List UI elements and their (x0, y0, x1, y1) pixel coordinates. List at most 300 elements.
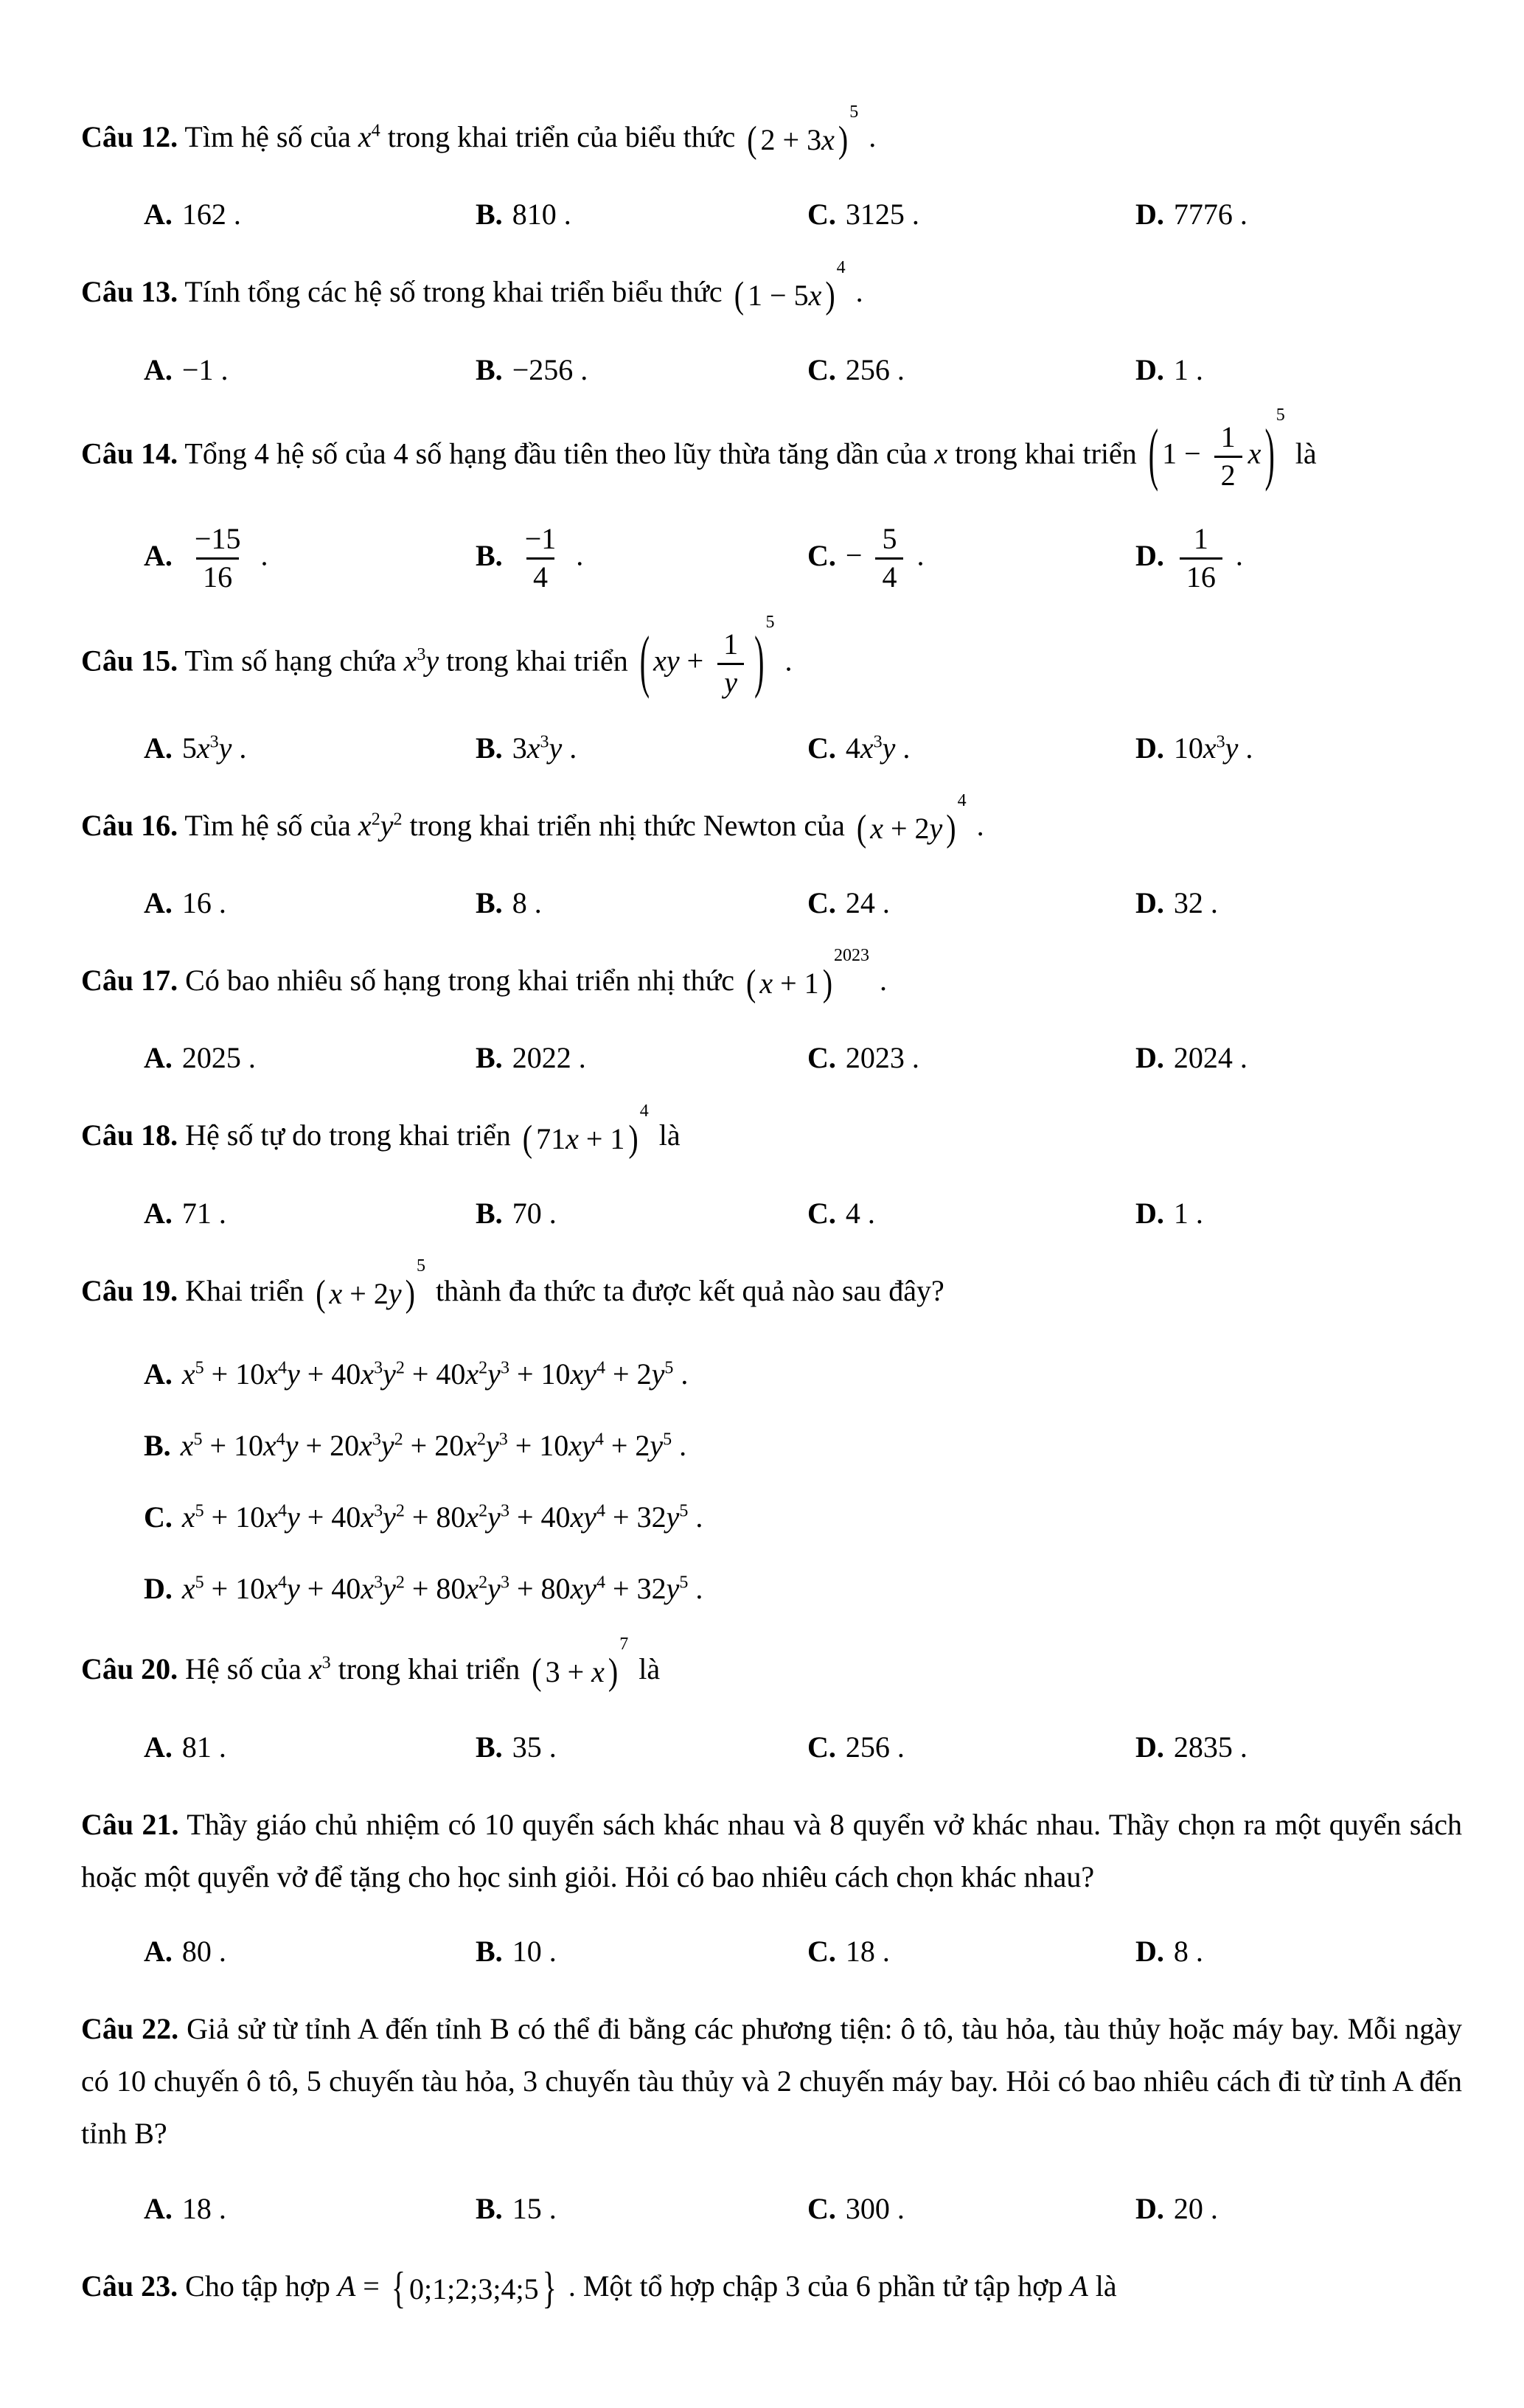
superscript-exponent: 5 (195, 1358, 204, 1378)
superscript-exponent: 3 (1216, 732, 1225, 752)
math-variable: x (566, 1121, 579, 1155)
fraction-numerator: 1 (1193, 522, 1208, 556)
fraction-denominator: 16 (196, 557, 239, 594)
question-text: Câu 13. Tính tổng các hệ số trong khai triển biểu thức ( 1 − 5x ) $^4$ . (81, 265, 1462, 321)
math-variable: x (934, 436, 948, 470)
open-bracket: ( (734, 273, 745, 316)
question-cau-13 (0, 257, 1524, 386)
superscript-exponent: 3 (321, 1653, 331, 1673)
superscript-exponent: 3 (500, 1358, 509, 1378)
open-bracket: ( (522, 1116, 533, 1159)
option-letter: C. (807, 198, 836, 232)
math-variable: xy (570, 1572, 597, 1606)
close-bracket: ) (608, 1650, 619, 1693)
math-variable: x (361, 1500, 375, 1534)
question-cau-23 (0, 2260, 1524, 2315)
fraction-numerator: 1 (723, 627, 739, 661)
option-letter: A. (144, 731, 173, 765)
question-text: Câu 20. Hệ số của $x^3$ trong khai triển ( 3 + x ) $^7$ là (81, 1643, 1462, 1698)
option-letter: D. (1135, 731, 1164, 765)
math-variable: y (650, 1429, 664, 1463)
answer-options (0, 731, 1502, 765)
math-fraction (1180, 523, 1222, 594)
math-variable: A (1070, 2269, 1088, 2303)
math-variable: y (286, 1500, 300, 1534)
option-letter: D. (1135, 1730, 1164, 1764)
option-letter: C. (144, 1500, 173, 1534)
math-group (521, 1101, 649, 1165)
option-d: D. 7776 . (1135, 198, 1248, 232)
superscript-exponent: 2 (476, 1430, 486, 1450)
math-variable: y (666, 1500, 680, 1534)
fraction-numerator: −1 (524, 522, 557, 556)
option-letter: A. (144, 886, 173, 919)
math-variable: y (651, 1357, 665, 1391)
superscript-exponent: 4 (277, 1501, 287, 1521)
math-fraction (518, 523, 563, 594)
option-letter: C. (807, 886, 836, 919)
option-letter: B. (476, 2191, 503, 2225)
option-b: B. $3x^3y$ . (476, 731, 577, 765)
option-d: D. $10x^3y$ . (1135, 731, 1253, 765)
superscript-exponent: 4 (371, 121, 380, 141)
option-c: C. 300 . (807, 2191, 905, 2225)
group-exponent: 4 (957, 790, 967, 810)
math-variable: x (358, 808, 372, 842)
math-variable: x (181, 1572, 195, 1606)
option-d: D. 1 . (1135, 1196, 1203, 1230)
option-b: B. $\frac{-1}{4}$ . (476, 522, 584, 594)
math-variable: y (286, 1572, 300, 1606)
option-b: B. 35 . (476, 1730, 557, 1764)
question-text: Câu 22. Giả sử từ tỉnh A đến tỉnh B có thể đi bằng các phương tiện: ô tô, tàu hỏa, tàu thủy hoặc máy bay. Mỗi ngày có 10 chuyến ô tô, 5 chuyến tàu hỏa, 3 chuyến tàu thủy và 2 chuyến máy bay. Hỏi có bao nhiêu cách đi từ tỉnh A đến tỉnh B? (81, 2012, 1462, 2151)
option-a: A. $\frac{-15}{16}$ . (144, 522, 268, 594)
math-variable: y (487, 1357, 501, 1391)
open-bracket: { (391, 2262, 406, 2313)
close-bracket: ) (405, 1271, 415, 1315)
option-b: B. 10 . (476, 1935, 557, 1968)
group-exponent: 4 (639, 1101, 649, 1121)
superscript-exponent: 3 (498, 1430, 508, 1450)
option-letter: B. (476, 198, 503, 232)
option-letter: A. (144, 538, 173, 572)
math-group (530, 1635, 629, 1698)
math-variable: x (358, 120, 372, 153)
superscript-exponent: 2 (395, 1358, 405, 1378)
math-group (1147, 405, 1285, 493)
open-bracket: ( (316, 1271, 326, 1315)
option-a: A. −1 . (144, 352, 229, 386)
group-exponent: 2023 (834, 946, 870, 966)
option-c: C. 18 . (807, 1935, 890, 1968)
option-letter: A. (144, 352, 173, 386)
math-variable: x (860, 731, 874, 765)
group-content: x + 2y (870, 811, 943, 845)
math-variable: x (1203, 731, 1217, 765)
math-variable: x (808, 278, 822, 312)
math-variable: y (425, 644, 439, 678)
question-number: Câu 18. (81, 1118, 178, 1152)
open-bracket: ( (639, 621, 650, 700)
math-variable: x (181, 1357, 195, 1391)
superscript-exponent: 2 (479, 1358, 488, 1378)
question-text: Câu 16. Tìm hệ số của $x^2y^2$ trong khai triển nhị thức Newton của ( x + 2y ) $^4$ . (81, 799, 1462, 855)
option-a: A. 71 . (144, 1196, 226, 1230)
close-bracket: } (542, 2262, 557, 2313)
question-text: Câu 23. Cho tập hợp A = { 0;1;2;3;4;5 } . Một tổ hợp chập 3 của 6 phần tử tập hợp A là (81, 2260, 1462, 2315)
fraction-denominator: 4 (875, 557, 903, 594)
math-variable: x (361, 1572, 375, 1606)
superscript-exponent: 4 (594, 1430, 604, 1450)
option-letter: D. (1135, 1935, 1164, 1968)
math-variable: x (870, 811, 883, 845)
math-variable: x (821, 123, 835, 157)
superscript-exponent: 3 (372, 1430, 381, 1450)
option-d: D. $x^5 + 10x^4y + 40x^3y^2 + 80x^2y^3 + 80xy^4 + 32y^5$ . (144, 1572, 703, 1606)
math-variable: x (265, 1572, 278, 1606)
option-letter: D. (1135, 1041, 1164, 1075)
superscript-exponent: 5 (195, 1573, 204, 1593)
option-letter: C. (807, 1730, 836, 1764)
option-letter: C. (807, 1935, 836, 1968)
option-letter: A. (144, 1935, 173, 1968)
option-letter: B. (476, 731, 503, 765)
open-bracket: ( (1148, 414, 1159, 492)
option-c: C. $4x^3y$ . (807, 731, 911, 765)
option-d: D. $\frac{1}{16}$ . (1135, 522, 1243, 594)
answer-options (0, 2191, 1502, 2226)
answer-options (0, 1040, 1502, 1075)
superscript-exponent: 3 (209, 732, 219, 752)
question-number: Câu 14. (81, 436, 178, 470)
superscript-exponent: 3 (500, 1573, 509, 1593)
group-content: 2 + 3x (760, 123, 835, 157)
superscript-exponent: 5 (195, 1501, 204, 1521)
fraction-numerator: −15 (194, 522, 241, 556)
answer-options (0, 1730, 1502, 1764)
superscript-exponent: 4 (276, 1430, 285, 1450)
math-fraction (188, 523, 248, 594)
option-letter: A. (144, 2191, 173, 2225)
group-exponent: 5 (765, 613, 775, 632)
superscript-exponent: 2 (395, 1573, 405, 1593)
option-b: B. 15 . (476, 2191, 557, 2225)
math-variable: x (759, 967, 773, 1001)
superscript-exponent: 3 (540, 732, 549, 752)
math-variable: y (383, 1500, 396, 1534)
math-variable: y (929, 811, 943, 845)
math-group (390, 2263, 558, 2315)
option-letter: B. (476, 1935, 503, 1968)
math-variable: x (465, 1500, 479, 1534)
question-text: Câu 19. Khai triển ( x + 2y ) $^5$ thành đa thức ta được kết quả nào sau đây? (81, 1264, 1462, 1320)
math-variable: y (882, 731, 896, 765)
math-variable: x (308, 1652, 322, 1686)
superscript-exponent: 3 (873, 732, 883, 752)
fraction-numerator: 1 (1220, 420, 1236, 453)
superscript-exponent: 2 (479, 1573, 488, 1593)
option-letter: C. (807, 731, 836, 765)
answer-options (0, 1196, 1502, 1231)
question-number: Câu 22. (81, 2012, 179, 2045)
math-variable: x (465, 1357, 479, 1391)
math-variable: x (196, 731, 210, 765)
superscript-exponent: 5 (193, 1430, 203, 1450)
math-variable: x (403, 644, 417, 678)
option-d: D. 20 . (1135, 2191, 1218, 2225)
option-b: B. 70 . (476, 1196, 557, 1230)
group-exponent: 7 (619, 1635, 629, 1654)
fraction-denominator: 2 (1214, 456, 1242, 493)
question-text: Câu 18. Hệ số tự do trong khai triển ( 71x + 1 ) $^4$ là (81, 1109, 1462, 1164)
question-number: Câu 16. (81, 808, 178, 842)
math-variable: x (591, 1655, 605, 1689)
superscript-exponent: 3 (374, 1501, 383, 1521)
answer-options (0, 1357, 1524, 1606)
math-variable: y (380, 1429, 394, 1463)
question-text: Câu 15. Tìm số hạng chứa $x^3y$ trong khai triển ( xy + $\frac{1}{y}$ ) $^5$ . (81, 628, 1462, 700)
option-d: D. 8 . (1135, 1935, 1203, 1968)
math-group (733, 257, 846, 321)
group-content: 0;1;2;3;4;5 (409, 2272, 539, 2306)
option-letter: B. (476, 1041, 503, 1075)
group-content: 1 − 5x (748, 278, 822, 312)
question-number: Câu 20. (81, 1652, 178, 1686)
group-content: 3 + x (545, 1655, 605, 1689)
math-variable: x (180, 1429, 194, 1463)
option-letter: D. (1135, 198, 1164, 232)
math-variable: x (359, 1429, 372, 1463)
math-group (314, 1256, 425, 1320)
option-letter: B. (144, 1429, 171, 1463)
option-letter: A. (144, 1041, 173, 1075)
question-number: Câu 23. (81, 2269, 178, 2303)
group-exponent: 4 (836, 257, 846, 277)
option-a: A. 162 . (144, 198, 241, 232)
close-bracket: ) (628, 1116, 639, 1159)
superscript-exponent: 4 (596, 1358, 606, 1378)
math-variable: y (485, 1429, 499, 1463)
option-b: B. 810 . (476, 198, 571, 232)
question-number: Câu 19. (81, 1273, 178, 1307)
option-b: B. −256 . (476, 352, 588, 386)
math-variable: x (265, 1500, 278, 1534)
group-exponent: 5 (849, 102, 859, 122)
math-variable: y (218, 731, 232, 765)
question-cau-12 (0, 102, 1524, 232)
question-text: Câu 12. Tìm hệ số của $x^4$ trong khai triển của biểu thức ( 2 + 3x ) $^5$ . (81, 111, 1462, 166)
option-letter: D. (1135, 1196, 1164, 1230)
option-letter: D. (1135, 538, 1164, 572)
option-letter: D. (144, 1572, 173, 1606)
option-d: D. 1 . (1135, 352, 1203, 386)
answer-options (0, 352, 1502, 387)
option-c: C. 256 . (807, 352, 905, 386)
option-a: A. $x^5 + 10x^4y + 40x^3y^2 + 40x^2y^3 + 10xy^4 + 2y^5$ . (144, 1357, 689, 1391)
answer-options (0, 197, 1502, 232)
option-c: C. − $\frac{5}{4}$ . (807, 522, 925, 594)
option-c: C. 256 . (807, 1730, 905, 1764)
superscript-exponent: 3 (500, 1501, 509, 1521)
superscript-exponent: 5 (679, 1573, 689, 1593)
superscript-exponent: 3 (417, 645, 426, 665)
option-c: C. 2023 . (807, 1041, 919, 1075)
close-bracket: ) (825, 273, 835, 316)
option-letter: B. (476, 538, 503, 572)
math-variable: x (329, 1277, 343, 1311)
close-bracket: ) (754, 621, 765, 700)
superscript-exponent: 5 (663, 1430, 672, 1450)
option-letter: D. (1135, 886, 1164, 919)
question-cau-16 (0, 790, 1524, 920)
group-content: 1 − $\frac{1}{2}$ x (1162, 420, 1262, 492)
option-b: B. 8 . (476, 886, 542, 919)
fraction-denominator (717, 663, 744, 700)
math-variable: y (666, 1572, 680, 1606)
option-letter: A. (144, 198, 173, 232)
group-content: xy + $\frac{1}{y}$ (651, 628, 753, 700)
option-letter: B. (476, 1196, 503, 1230)
superscript-exponent: 4 (596, 1501, 606, 1521)
group-content: x + 1 (759, 967, 819, 1001)
question-text: Câu 21. Thầy giáo chủ nhiệm có 10 quyển sách khác nhau và 8 quyển vở khác nhau. Thầy chọn ra một quyển sách hoặc một quyển vở để tặng cho học sinh giỏi. Hỏi có bao nhiêu cách chọn khác nhau? (81, 1807, 1462, 1893)
math-variable: y (285, 1429, 299, 1463)
option-letter: A. (144, 1730, 173, 1764)
option-letter: C. (807, 1041, 836, 1075)
question-text: Câu 14. Tổng 4 hệ số của 4 số hạng đầu tiên theo lũy thừa tăng dần của x trong khai triển ( 1 − $\frac{1}{2}$ x ) $^5$ là (81, 421, 1462, 493)
math-variable: xy (570, 1500, 597, 1534)
math-variable: A (337, 2269, 356, 2303)
math-variable: y (388, 1277, 402, 1311)
math-variable: x (465, 1572, 479, 1606)
open-bracket: ( (746, 961, 756, 1004)
question-text: Câu 17. Có bao nhiêu số hạng trong khai triển nhị thức ( x + 1 ) $^{2023}$ . (81, 954, 1462, 1009)
option-c: C. 24 . (807, 886, 890, 919)
answer-options (0, 885, 1502, 920)
superscript-exponent: 2 (371, 810, 380, 829)
math-variable: x (265, 1357, 278, 1391)
fraction-numerator: 5 (882, 522, 897, 556)
math-variable: xy (653, 644, 680, 678)
superscript-exponent: 4 (277, 1573, 287, 1593)
math-fraction (1214, 421, 1242, 493)
question-number: Câu 13. (81, 275, 178, 309)
open-bracket: ( (747, 117, 757, 161)
math-variable: y (286, 1357, 300, 1391)
question-cau-19 (0, 1256, 1524, 1606)
option-letter: A. (144, 1357, 173, 1391)
math-variable: y (383, 1357, 396, 1391)
math-fraction (717, 628, 745, 700)
superscript-exponent: 3 (374, 1358, 383, 1378)
question-cau-21 (0, 1798, 1524, 1969)
question-cau-15 (0, 613, 1524, 765)
question-number: Câu 17. (81, 964, 178, 997)
group-exponent: 5 (416, 1256, 425, 1276)
math-group (745, 102, 859, 166)
math-fraction (875, 523, 903, 594)
option-a: A. $5x^3y$ . (144, 731, 247, 765)
superscript-exponent: 2 (395, 1501, 405, 1521)
option-letter: D. (1135, 2191, 1164, 2225)
option-letter: C. (807, 1196, 836, 1230)
option-a: A. 80 . (144, 1935, 226, 1968)
group-exponent: 5 (1276, 405, 1285, 425)
math-variable: y (1225, 731, 1239, 765)
math-variable: y (380, 808, 394, 842)
superscript-exponent: 4 (277, 1358, 287, 1378)
math-variable: x (181, 1500, 195, 1534)
option-c: C. $x^5 + 10x^4y + 40x^3y^2 + 80x^2y^3 + 40xy^4 + 32y^5$ . (144, 1500, 703, 1534)
fraction-denominator: 4 (526, 557, 554, 594)
open-bracket: ( (856, 806, 867, 849)
option-a: A. 81 . (144, 1730, 226, 1764)
math-variable: y (487, 1572, 501, 1606)
option-b: B. $x^5 + 10x^4y + 20x^3y^2 + 20x^2y^3 + 10xy^4 + 2y^5$ . (144, 1429, 687, 1463)
close-bracket: ) (946, 806, 956, 849)
superscript-exponent: 5 (679, 1501, 689, 1521)
option-letter: A. (144, 1196, 173, 1230)
math-variable: y (549, 731, 563, 765)
math-variable: xy (568, 1429, 595, 1463)
math-variable: y (487, 1500, 501, 1534)
option-a: A. 2025 . (144, 1041, 256, 1075)
option-letter: B. (476, 1730, 503, 1764)
math-variable: x (1248, 436, 1262, 470)
math-variable: x (464, 1429, 477, 1463)
superscript-exponent: 2 (393, 810, 403, 829)
close-bracket: ) (822, 961, 833, 1004)
option-d: D. 2835 . (1135, 1730, 1248, 1764)
open-bracket: ( (532, 1650, 542, 1693)
question-number: Câu 15. (81, 644, 178, 678)
math-group (855, 790, 967, 855)
option-letter: B. (476, 352, 503, 386)
option-letter: C. (807, 352, 836, 386)
math-variable: x (263, 1429, 276, 1463)
option-letter: B. (476, 886, 503, 919)
close-bracket: ) (1264, 414, 1275, 492)
group-content: x + 2y (329, 1277, 402, 1311)
option-letter: C. (807, 2191, 836, 2225)
superscript-exponent: 3 (374, 1573, 383, 1593)
answer-options (0, 1934, 1502, 1969)
math-variable: x (361, 1357, 375, 1391)
question-number: Câu 21. (81, 1807, 179, 1841)
question-cau-14 (0, 405, 1524, 594)
question-cau-17 (0, 946, 1524, 1075)
math-variable: y (724, 665, 738, 699)
option-d: D. 32 . (1135, 886, 1218, 919)
close-bracket: ) (838, 117, 849, 161)
superscript-exponent: 5 (664, 1358, 674, 1378)
option-a: A. 18 . (144, 2191, 226, 2225)
math-variable: xy (570, 1357, 597, 1391)
question-number: Câu 12. (81, 120, 178, 153)
math-variable: y (383, 1572, 396, 1606)
math-variable: x (526, 731, 540, 765)
option-letter: C. (807, 538, 836, 572)
option-a: A. 16 . (144, 886, 226, 919)
option-letter: D. (1135, 352, 1164, 386)
option-b: B. 2022 . (476, 1041, 586, 1075)
superscript-exponent: 2 (479, 1501, 488, 1521)
question-cau-18 (0, 1101, 1524, 1230)
option-c: C. 4 . (807, 1196, 875, 1230)
superscript-exponent: 2 (394, 1430, 403, 1450)
option-d: D. 2024 . (1135, 1041, 1248, 1075)
option-c: C. 3125 . (807, 198, 919, 232)
